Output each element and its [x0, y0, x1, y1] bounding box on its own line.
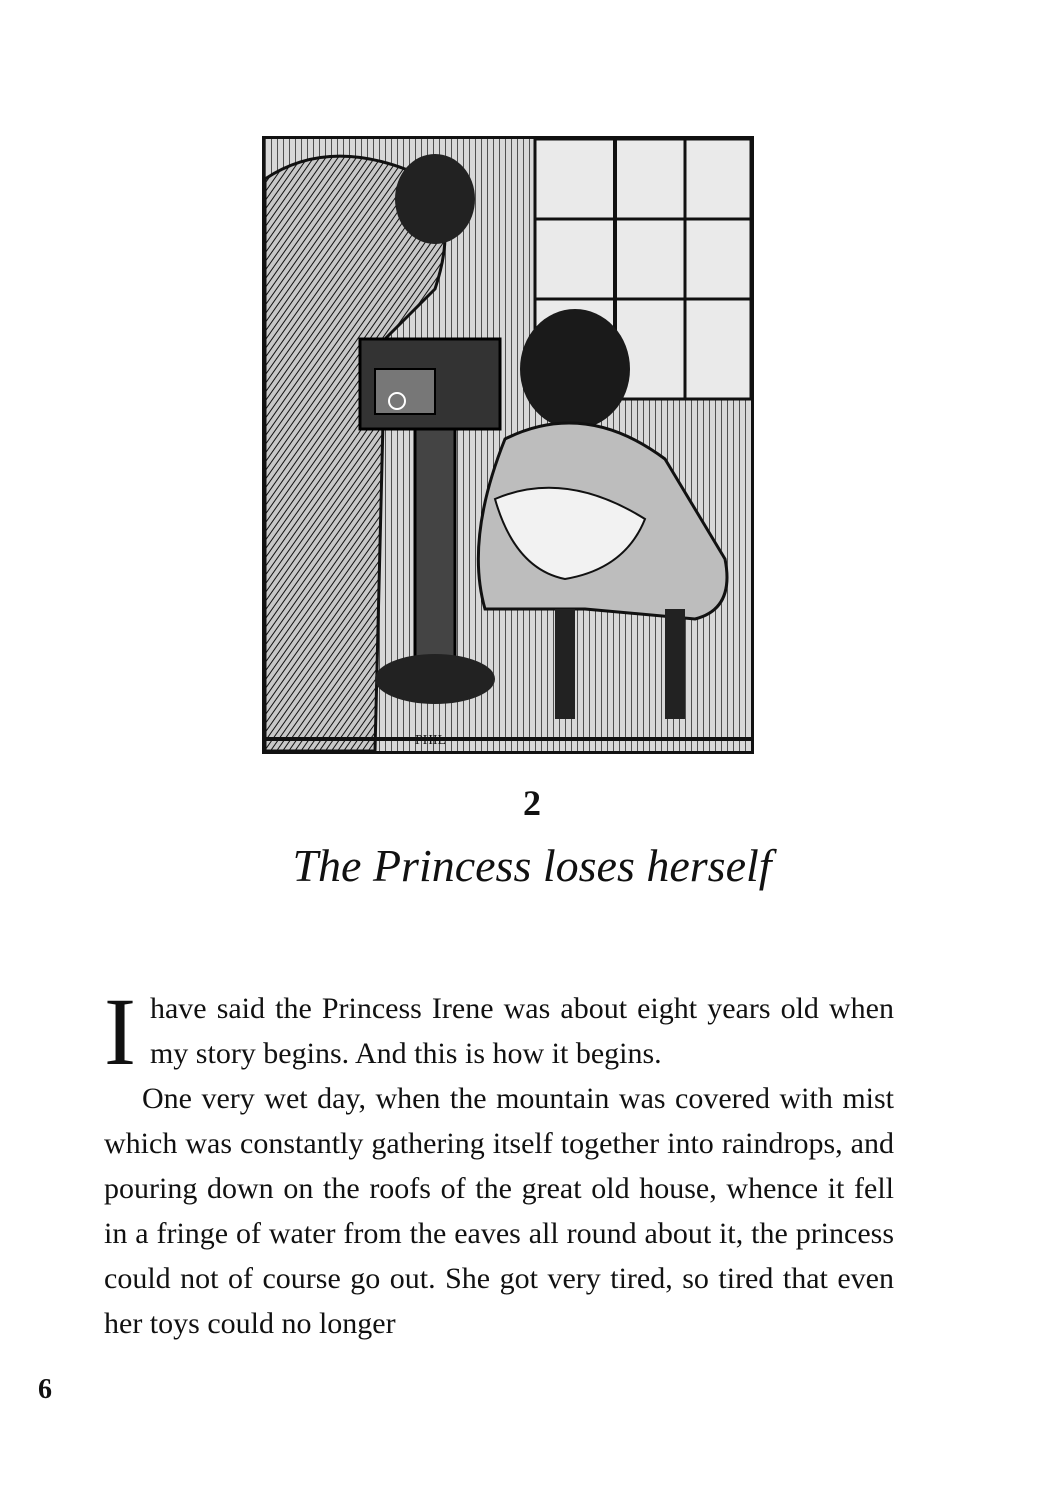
- paragraph-1: [104, 978, 894, 1085]
- chapter-illustration: [262, 136, 754, 754]
- paragraph-1-text: have said the Princess Irene was about eight years old when my story begins. And this is how it begins.: [149, 992, 894, 1070]
- artist-signature: PHIL: [415, 733, 447, 748]
- paragraph-2: One very wet day, when the mountain was covered with mist which was constantly gathering itself together into raindrops, and pouring down on the roofs of the great old house, whence it fell in a fringe of water from the eaves all round about it, the princess could not of course go out. She got very tired, so tired that even her toys could no longer: [104, 1082, 894, 1340]
- engraving-illustration-icon: [265, 139, 751, 751]
- page-number: 6: [38, 1374, 52, 1405]
- chapter-body: [104, 978, 894, 1346]
- chapter-title: The Princess loses herself: [292, 840, 772, 891]
- chapter-number: 2: [523, 783, 541, 823]
- drop-cap: I: [104, 978, 136, 1085]
